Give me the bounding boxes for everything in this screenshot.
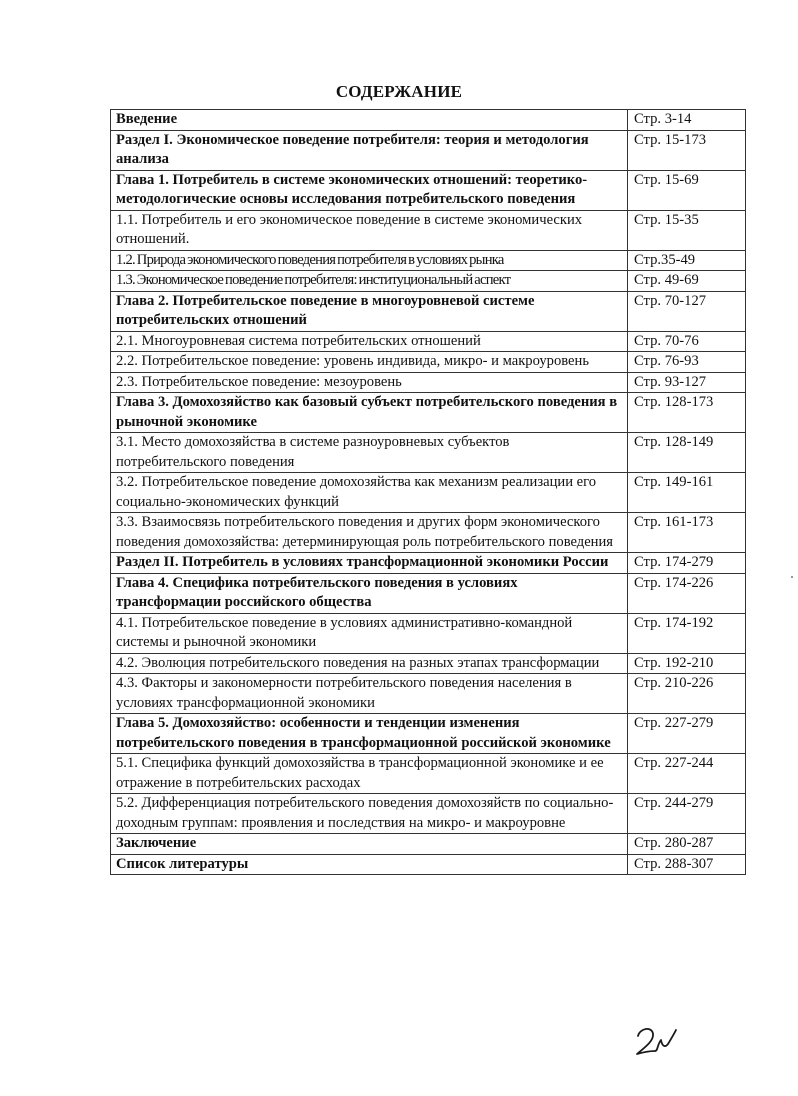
toc-entry-pages: Стр. 174-192 <box>628 613 746 653</box>
toc-entry-pages: Стр. 15-69 <box>628 170 746 210</box>
toc-entry-pages: Стр. 288-307 <box>628 854 746 875</box>
toc-entry-pages: Стр. 280-287 <box>628 834 746 855</box>
toc-row <box>111 210 746 250</box>
toc-entry-pages: Стр. 3-14 <box>628 110 746 131</box>
toc-row <box>111 291 746 331</box>
toc-entry-pages: Стр. 149-161 <box>628 473 746 513</box>
toc-row <box>111 170 746 210</box>
toc-entry-pages: Стр. 192-210 <box>628 653 746 674</box>
toc-row <box>111 331 746 352</box>
toc-entry-pages: Стр. 93-127 <box>628 372 746 393</box>
toc-entry-pages: Стр. 244-279 <box>628 794 746 834</box>
toc-entry-title: 2.1. Многоуровневая система потребительских отношений <box>111 331 628 352</box>
toc-entry-pages: Стр. 15-35 <box>628 210 746 250</box>
toc-entry-pages: Стр. 76-93 <box>628 352 746 373</box>
toc-entry-pages: Стр. 15-173 <box>628 130 746 170</box>
toc-entry-title: 2.2. Потребительское поведение: уровень индивида, микро- и макроуровень <box>111 352 628 373</box>
toc-entry-title: Глава 3. Домохозяйство как базовый субъект потребительского поведения в рыночной экономике <box>111 393 628 433</box>
toc-entry-title: 4.1. Потребительское поведение в условиях административно-командной системы и рыночной экономики <box>111 613 628 653</box>
toc-entry-title: 4.3. Факторы и закономерности потребительского поведения населения в условиях трансформационной экономики <box>111 674 628 714</box>
page-title: СОДЕРЖАНИЕ <box>335 82 463 101</box>
toc-row <box>111 674 746 714</box>
toc-row <box>111 250 746 271</box>
toc-entry-title: 1.1. Потребитель и его экономическое поведение в системе экономических отношений. <box>111 210 628 250</box>
toc-entry-title: 3.2. Потребительское поведение домохозяйства как механизм реализации его социально-экономических функций <box>111 473 628 513</box>
table-of-contents <box>110 109 746 875</box>
toc-entry-pages: Стр. 174-279 <box>628 553 746 574</box>
toc-row <box>111 834 746 855</box>
toc-entry-title: Заключение <box>111 834 628 855</box>
toc-entry-title: 1.3. Экономическое поведение потребителя: институциональный аспект <box>111 271 628 292</box>
toc-entry-pages: Стр. 70-76 <box>628 331 746 352</box>
toc-entry-title: Глава 4. Специфика потребительского поведения в условиях трансформации российского общества <box>111 573 628 613</box>
toc-row <box>111 271 746 292</box>
toc-row <box>111 393 746 433</box>
toc-entry-pages: Стр. 210-226 <box>628 674 746 714</box>
toc-row <box>111 513 746 553</box>
toc-row <box>111 473 746 513</box>
toc-row <box>111 553 746 574</box>
toc-entry-pages: Стр. 128-173 <box>628 393 746 433</box>
toc-row <box>111 754 746 794</box>
toc-row <box>111 372 746 393</box>
toc-row <box>111 130 746 170</box>
toc-row <box>111 573 746 613</box>
toc-entry-title: 4.2. Эволюция потребительского поведения на разных этапах трансформации <box>111 653 628 674</box>
handwritten-page-number <box>632 1024 682 1060</box>
toc-row <box>111 794 746 834</box>
scan-speck <box>791 576 793 578</box>
toc-row <box>111 110 746 131</box>
toc-entry-title: 5.2. Дифференциация потребительского поведения домохозяйств по социально-доходным группам: проявления и последствия на микро- и макроуровне <box>111 794 628 834</box>
toc-entry-pages: Стр. 227-279 <box>628 714 746 754</box>
toc-entry-pages: Стр.35-49 <box>628 250 746 271</box>
toc-entry-title: Введение <box>111 110 628 131</box>
toc-entry-title: Глава 5. Домохозяйство: особенности и тенденции изменения потребительского поведения в трансформационной российской экономике <box>111 714 628 754</box>
toc-row <box>111 613 746 653</box>
toc-entry-title: 3.1. Место домохозяйства в системе разноуровневых субъектов потребительского поведения <box>111 433 628 473</box>
toc-entry-pages: Стр. 227-244 <box>628 754 746 794</box>
toc-entry-title: 5.1. Специфика функций домохозяйства в трансформационной экономике и ее отражение в потребительских расходах <box>111 754 628 794</box>
toc-entry-title: Раздел II. Потребитель в условиях трансформационной экономики России <box>111 553 628 574</box>
toc-row <box>111 714 746 754</box>
toc-entry-pages: Стр. 49-69 <box>628 271 746 292</box>
toc-entry-pages: Стр. 174-226 <box>628 573 746 613</box>
toc-entry-title: 3.3. Взаимосвязь потребительского поведения и других форм экономического поведения домохозяйства: детерминирующая роль потребительского поведения <box>111 513 628 553</box>
toc-row <box>111 433 746 473</box>
toc-entry-pages: Стр. 128-149 <box>628 433 746 473</box>
toc-entry-title: Глава 2. Потребительское поведение в многоуровневой системе потребительских отношений <box>111 291 628 331</box>
toc-entry-title: Список литературы <box>111 854 628 875</box>
toc-row <box>111 854 746 875</box>
toc-row <box>111 352 746 373</box>
toc-entry-title: 2.3. Потребительское поведение: мезоуровень <box>111 372 628 393</box>
toc-entry-title: 1.2. Природа экономического поведения потребителя в условиях рынка <box>111 250 628 271</box>
toc-entry-pages: Стр. 70-127 <box>628 291 746 331</box>
toc-entry-title: Раздел I. Экономическое поведение потребителя: теория и методология анализа <box>111 130 628 170</box>
toc-entry-pages: Стр. 161-173 <box>628 513 746 553</box>
toc-entry-title: Глава 1. Потребитель в системе экономических отношений: теоретико-методологические основы исследования потребительского поведения <box>111 170 628 210</box>
toc-row <box>111 653 746 674</box>
